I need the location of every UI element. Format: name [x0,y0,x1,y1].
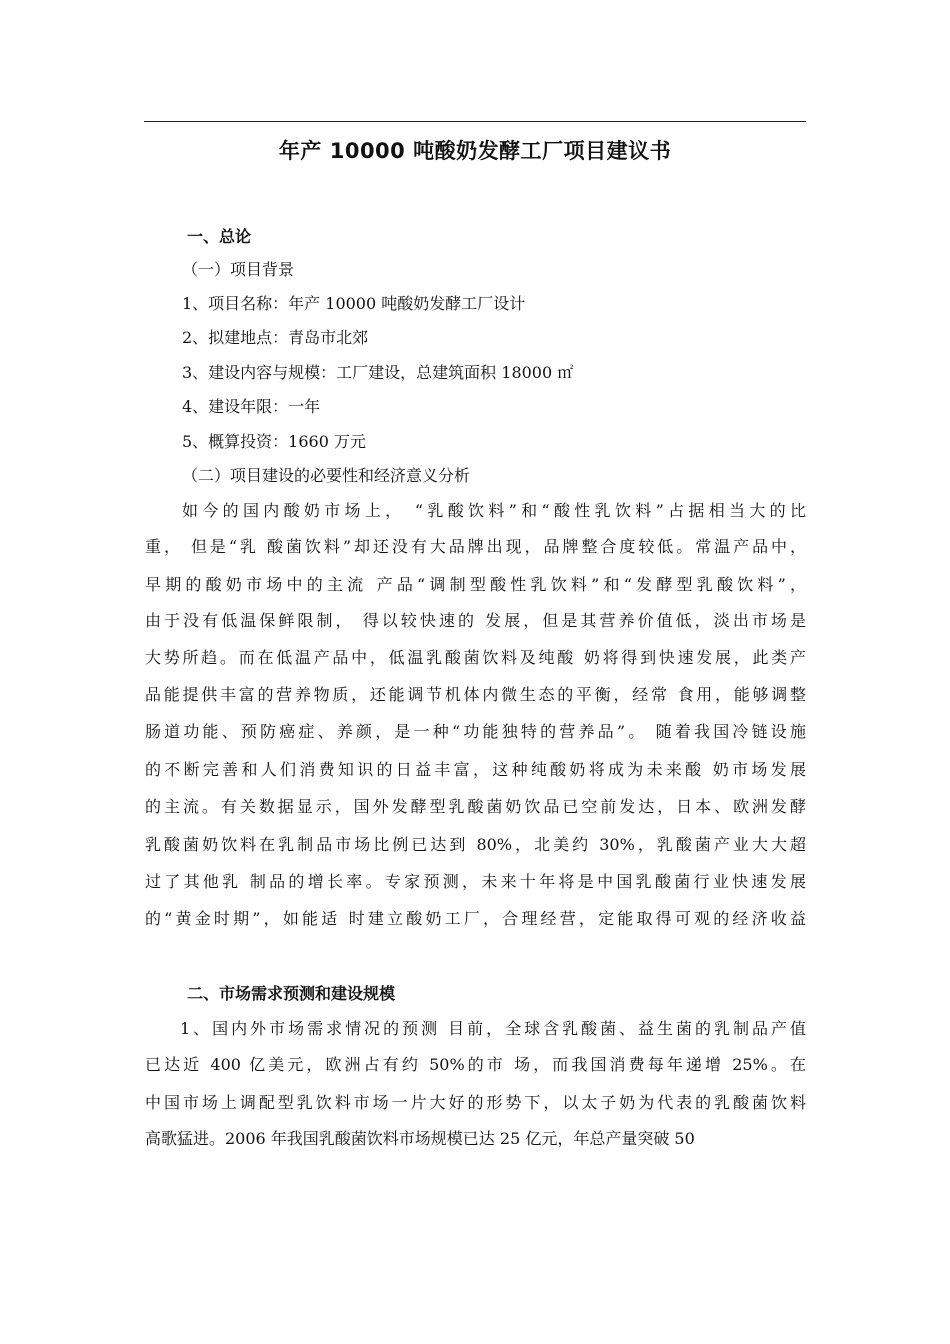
paragraph-line: 乳酸菌奶饮料在乳制品市场比例已达到 80%，北美约 30%，乳酸菌产业大大超 [145,835,806,854]
paragraph-line: 早期的酸奶市场中的主流 产品“调制型酸性乳饮料”和“发酵型乳酸饮料”， [145,575,806,594]
paragraph-line: 中国市场上调配型乳饮料市场一片大好的形势下，以太子奶为代表的乳酸菌饮料 [145,1093,806,1112]
paragraph-line: 肠道功能、预防癌症、养颜，是一种“功能独特的营养品”。 随着我国冷链设施 [145,722,806,741]
section-heading-general: 一、总论 [187,227,252,246]
paragraph-line: 大势所趋。而在低温产品中，低温乳酸菌饮料及纯酸 奶将得到快速发展，此类产 [145,648,806,667]
document-title: 年产 10000 吨酸奶发酵工厂项目建议书 [278,139,672,163]
paragraph-line: 过了其他乳 制品的增长率。专家预测，未来十年将是中国乳酸菌行业快速发展 [145,872,806,891]
paragraph-line: 品能提供丰富的营养物质，还能调节机体内微生态的平衡，经常 食用，能够调整 [145,685,806,704]
paragraph-line: 已达近 400 亿美元，欧洲占有约 50%的市 场，而我国消费每年递增 25%。在 [145,1055,806,1074]
paragraph-line: 1、国内外市场需求情况的预测 目前，全球含乳酸菌、益生菌的乳制品产值 [180,1019,806,1038]
paragraph-line: 的不断完善和人们消费知识的日益丰富，这种纯酸奶将成为未来酸 奶市场发展 [145,760,806,779]
paragraph-line: 的“黄金时期”，如能适 时建立酸奶工厂，合理经营，定能取得可观的经济收益 [145,909,806,928]
paragraph-line: 高歌猛进。2006 年我国乳酸菌饮料市场规模已达 25 亿元，年总产量突破 50 [145,1129,695,1148]
list-item: 4、建设年限：一年 [182,397,321,416]
list-item: 3、建设内容与规模：工厂建设，总建筑面积 18000 ㎡ [182,363,574,382]
list-item: 2、拟建地点：青岛市北郊 [182,328,369,347]
subsection-necessity: （二）项目建设的必要性和经济意义分析 [182,466,471,485]
list-item: 1、项目名称：年产 10000 吨酸奶发酵工厂设计 [182,294,526,313]
paragraph-line: 由于没有低温保鲜限制， 得以较快速的 发展，但是其营养价值低，淡出市场是 [145,611,806,630]
paragraph-line: 重， 但是“乳 酸菌饮料”却还没有大品牌出现，品牌整合度较低。常温产品中， [145,537,806,556]
section-heading-market: 二、市场需求预测和建设规模 [187,984,396,1003]
list-item: 5、概算投资：1660 万元 [182,432,366,451]
paragraph-line: 的主流。有关数据显示，国外发酵型乳酸菌奶饮品已空前发达，日本、欧洲发酵 [145,797,806,816]
paragraph-line: 如今的国内酸奶市场上， “乳酸饮料”和“酸性乳饮料”占据相当大的比 [182,501,806,520]
header-rule [144,121,806,122]
subsection-background: （一）项目背景 [182,260,295,279]
